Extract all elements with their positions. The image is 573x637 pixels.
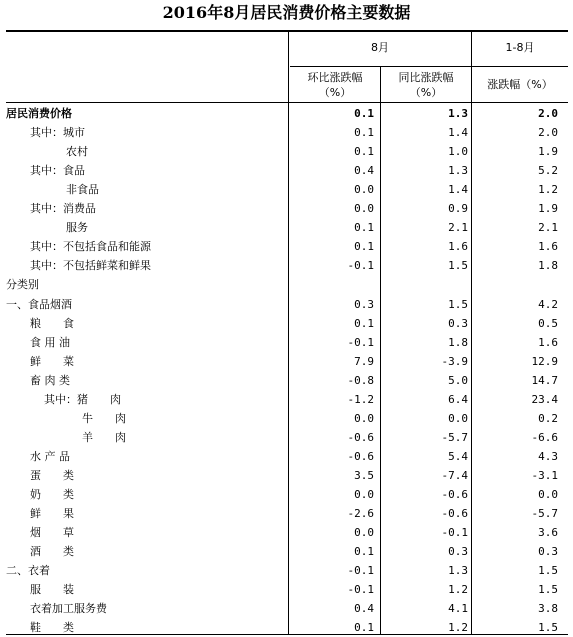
ytd-value: 1.6 bbox=[538, 335, 558, 349]
mom-value: -0.1 bbox=[347, 583, 374, 597]
mom-value: -0.1 bbox=[347, 259, 374, 273]
table-row bbox=[0, 161, 570, 180]
yoy-value: 1.0 bbox=[448, 145, 468, 159]
table-row bbox=[0, 275, 570, 294]
table-row bbox=[0, 237, 570, 256]
row-label: 食 用 油 bbox=[30, 335, 70, 349]
yoy-value: 5.0 bbox=[448, 373, 468, 387]
table-row bbox=[0, 542, 570, 561]
header-mom: 环比涨跌幅 bbox=[307, 71, 363, 84]
mom-value: 0.4 bbox=[354, 164, 374, 178]
row-label: 畜 肉 类 bbox=[30, 373, 70, 387]
mom-value: -1.2 bbox=[347, 392, 374, 406]
ytd-value: 0.3 bbox=[538, 545, 558, 559]
row-label: 农村 bbox=[66, 145, 88, 159]
header-group-rule bbox=[290, 66, 568, 67]
page-title: 2016年8月居民消费价格主要数据 bbox=[162, 3, 411, 22]
table-row bbox=[0, 618, 570, 637]
yoy-value: 1.5 bbox=[448, 297, 468, 311]
row-label: 鲜 果 bbox=[30, 507, 74, 521]
yoy-value: -0.6 bbox=[441, 488, 468, 501]
yoy-value: 5.4 bbox=[448, 449, 468, 463]
row-label: 其中：食品 bbox=[30, 164, 85, 178]
ytd-value: 0.5 bbox=[538, 316, 558, 330]
ytd-value: 5.2 bbox=[538, 164, 558, 178]
yoy-value: 1.3 bbox=[448, 564, 468, 578]
row-label: 分类别 bbox=[6, 278, 39, 292]
row-label: 鲜 菜 bbox=[30, 354, 74, 368]
ytd-value: 1.5 bbox=[538, 583, 558, 597]
mom-value: -2.6 bbox=[347, 507, 374, 521]
yoy-value: -7.4 bbox=[441, 468, 468, 482]
row-label: 烟 草 bbox=[30, 526, 74, 540]
ytd-value: 1.5 bbox=[538, 564, 558, 578]
ytd-value: 1.8 bbox=[538, 259, 558, 273]
header-ytd: 涨跌幅（%） bbox=[487, 78, 553, 91]
ytd-value: 0.2 bbox=[538, 411, 558, 425]
yoy-value: 6.4 bbox=[448, 392, 468, 406]
yoy-value: 0.9 bbox=[448, 202, 468, 216]
ytd-value: 4.3 bbox=[538, 449, 558, 463]
table-row bbox=[0, 180, 570, 199]
table-row bbox=[0, 123, 570, 142]
mom-value: 0.4 bbox=[354, 602, 374, 616]
ytd-value: 1.9 bbox=[538, 202, 558, 216]
yoy-value: -0.6 bbox=[441, 507, 468, 521]
table-row bbox=[0, 314, 570, 333]
yoy-value: 4.1 bbox=[448, 602, 468, 616]
row-label: 粮 食 bbox=[30, 316, 74, 330]
mom-value: 0.0 bbox=[354, 526, 374, 540]
header-august: 8月 bbox=[371, 41, 389, 54]
row-label: 水 产 品 bbox=[30, 449, 70, 463]
header-jan-aug: 1-8月 bbox=[505, 41, 535, 54]
table-row bbox=[0, 142, 570, 161]
table-row bbox=[0, 485, 570, 504]
yoy-value: 1.3 bbox=[448, 164, 468, 178]
mom-value: 0.1 bbox=[354, 126, 374, 140]
ytd-value: 1.2 bbox=[538, 183, 558, 197]
mom-value: 0.1 bbox=[354, 240, 374, 254]
mom-value: 0.0 bbox=[354, 183, 374, 197]
row-label: 其中：城市 bbox=[30, 126, 85, 140]
yoy-value: -3.9 bbox=[441, 354, 468, 368]
table-row bbox=[0, 333, 570, 352]
yoy-value: 1.6 bbox=[448, 240, 468, 254]
mom-value: 3.5 bbox=[354, 468, 374, 482]
table-row bbox=[0, 409, 570, 428]
ytd-value bbox=[472, 275, 558, 294]
ytd-value: 1.5 bbox=[538, 621, 558, 635]
table-row bbox=[0, 428, 570, 447]
ytd-value: 4.2 bbox=[538, 297, 558, 311]
row-label: 酒 类 bbox=[30, 545, 74, 559]
mom-value: 0.1 bbox=[354, 221, 374, 235]
table-row bbox=[0, 466, 570, 485]
mom-value: -0.6 bbox=[347, 449, 374, 463]
table-row bbox=[0, 599, 570, 618]
table-row bbox=[0, 580, 570, 599]
ytd-value: 2.1 bbox=[538, 221, 558, 235]
table-row bbox=[0, 104, 570, 123]
mom-value: -0.6 bbox=[347, 430, 374, 444]
yoy-value: 0.3 bbox=[448, 316, 468, 330]
ytd-value: 2.0 bbox=[538, 126, 558, 140]
mom-value: 0.1 bbox=[354, 621, 374, 635]
yoy-value: 1.5 bbox=[448, 259, 468, 273]
mom-value: -0.1 bbox=[347, 335, 374, 349]
ytd-value: 12.9 bbox=[531, 354, 558, 368]
mom-value: 0.0 bbox=[354, 202, 374, 216]
ytd-value: 2.0 bbox=[538, 107, 558, 120]
mom-value: -0.1 bbox=[347, 564, 374, 578]
ytd-value: -5.7 bbox=[531, 507, 558, 521]
row-label: 一、食品烟酒 bbox=[6, 297, 72, 311]
row-label: 羊 肉 bbox=[82, 430, 126, 444]
mom-value: 0.3 bbox=[354, 297, 374, 311]
mom-value: 0.1 bbox=[354, 107, 374, 120]
yoy-value bbox=[378, 275, 468, 294]
yoy-value: 0.3 bbox=[448, 545, 468, 559]
mom-value: 0.1 bbox=[354, 316, 374, 330]
row-label: 二、衣着 bbox=[6, 564, 50, 578]
table-row bbox=[0, 218, 570, 237]
row-label: 牛 肉 bbox=[82, 411, 126, 425]
row-label: 衣着加工服务费 bbox=[30, 602, 107, 616]
row-label: 其中：不包括食品和能源 bbox=[30, 240, 151, 254]
ytd-value: 1.6 bbox=[538, 240, 558, 254]
header-mom-unit: （%） bbox=[318, 86, 352, 99]
yoy-value: 1.4 bbox=[448, 183, 468, 197]
mom-value: 0.1 bbox=[354, 145, 374, 159]
ytd-value: -3.1 bbox=[531, 468, 558, 482]
mom-value: 0.0 bbox=[354, 488, 374, 501]
ytd-value: 23.4 bbox=[531, 392, 558, 406]
row-label: 服 装 bbox=[30, 583, 74, 597]
yoy-value: 0.0 bbox=[448, 411, 468, 425]
ytd-value: 3.6 bbox=[538, 526, 558, 540]
yoy-value: 1.2 bbox=[448, 583, 468, 597]
header-yoy: 同比涨跌幅 bbox=[398, 71, 454, 84]
table-row bbox=[0, 504, 570, 523]
row-label: 蛋 类 bbox=[30, 468, 74, 482]
table-row bbox=[0, 561, 570, 580]
mom-value: 0.0 bbox=[354, 411, 374, 425]
row-label: 其中：消费品 bbox=[30, 202, 96, 216]
mom-value: 7.9 bbox=[354, 354, 374, 368]
row-label: 其中：猪 肉 bbox=[44, 392, 121, 406]
table-row bbox=[0, 199, 570, 218]
mom-value: 0.1 bbox=[354, 545, 374, 559]
ytd-value: -6.6 bbox=[531, 430, 558, 444]
yoy-value: -0.1 bbox=[441, 526, 468, 540]
table-row bbox=[0, 256, 570, 275]
header-yoy-unit: （%） bbox=[409, 86, 443, 99]
cpi-data-table bbox=[0, 30, 570, 636]
yoy-value: 1.4 bbox=[448, 126, 468, 140]
yoy-value: -5.7 bbox=[441, 430, 468, 444]
row-label: 服务 bbox=[66, 221, 88, 235]
mom-value: -0.8 bbox=[347, 373, 374, 387]
yoy-value: 2.1 bbox=[448, 221, 468, 235]
row-label: 奶 类 bbox=[30, 488, 74, 501]
table-row bbox=[0, 390, 570, 409]
table-row bbox=[0, 371, 570, 390]
row-label: 鞋 类 bbox=[30, 621, 74, 635]
yoy-value: 1.8 bbox=[448, 335, 468, 349]
table-row bbox=[0, 523, 570, 542]
row-label: 非食品 bbox=[66, 183, 99, 197]
ytd-value: 1.9 bbox=[538, 145, 558, 159]
ytd-value: 14.7 bbox=[531, 373, 558, 387]
row-label: 居民消费价格 bbox=[6, 107, 72, 120]
ytd-value: 0.0 bbox=[538, 488, 558, 501]
row-label: 其中：不包括鲜菜和鲜果 bbox=[30, 259, 151, 273]
header-bottom-rule bbox=[6, 102, 568, 103]
yoy-value: 1.3 bbox=[448, 107, 468, 120]
ytd-value: 3.8 bbox=[538, 602, 558, 616]
table-top-rule bbox=[6, 30, 568, 32]
table-row bbox=[0, 352, 570, 371]
yoy-value: 1.2 bbox=[448, 621, 468, 635]
mom-value bbox=[290, 275, 374, 294]
table-row bbox=[0, 447, 570, 466]
table-row bbox=[0, 295, 570, 314]
